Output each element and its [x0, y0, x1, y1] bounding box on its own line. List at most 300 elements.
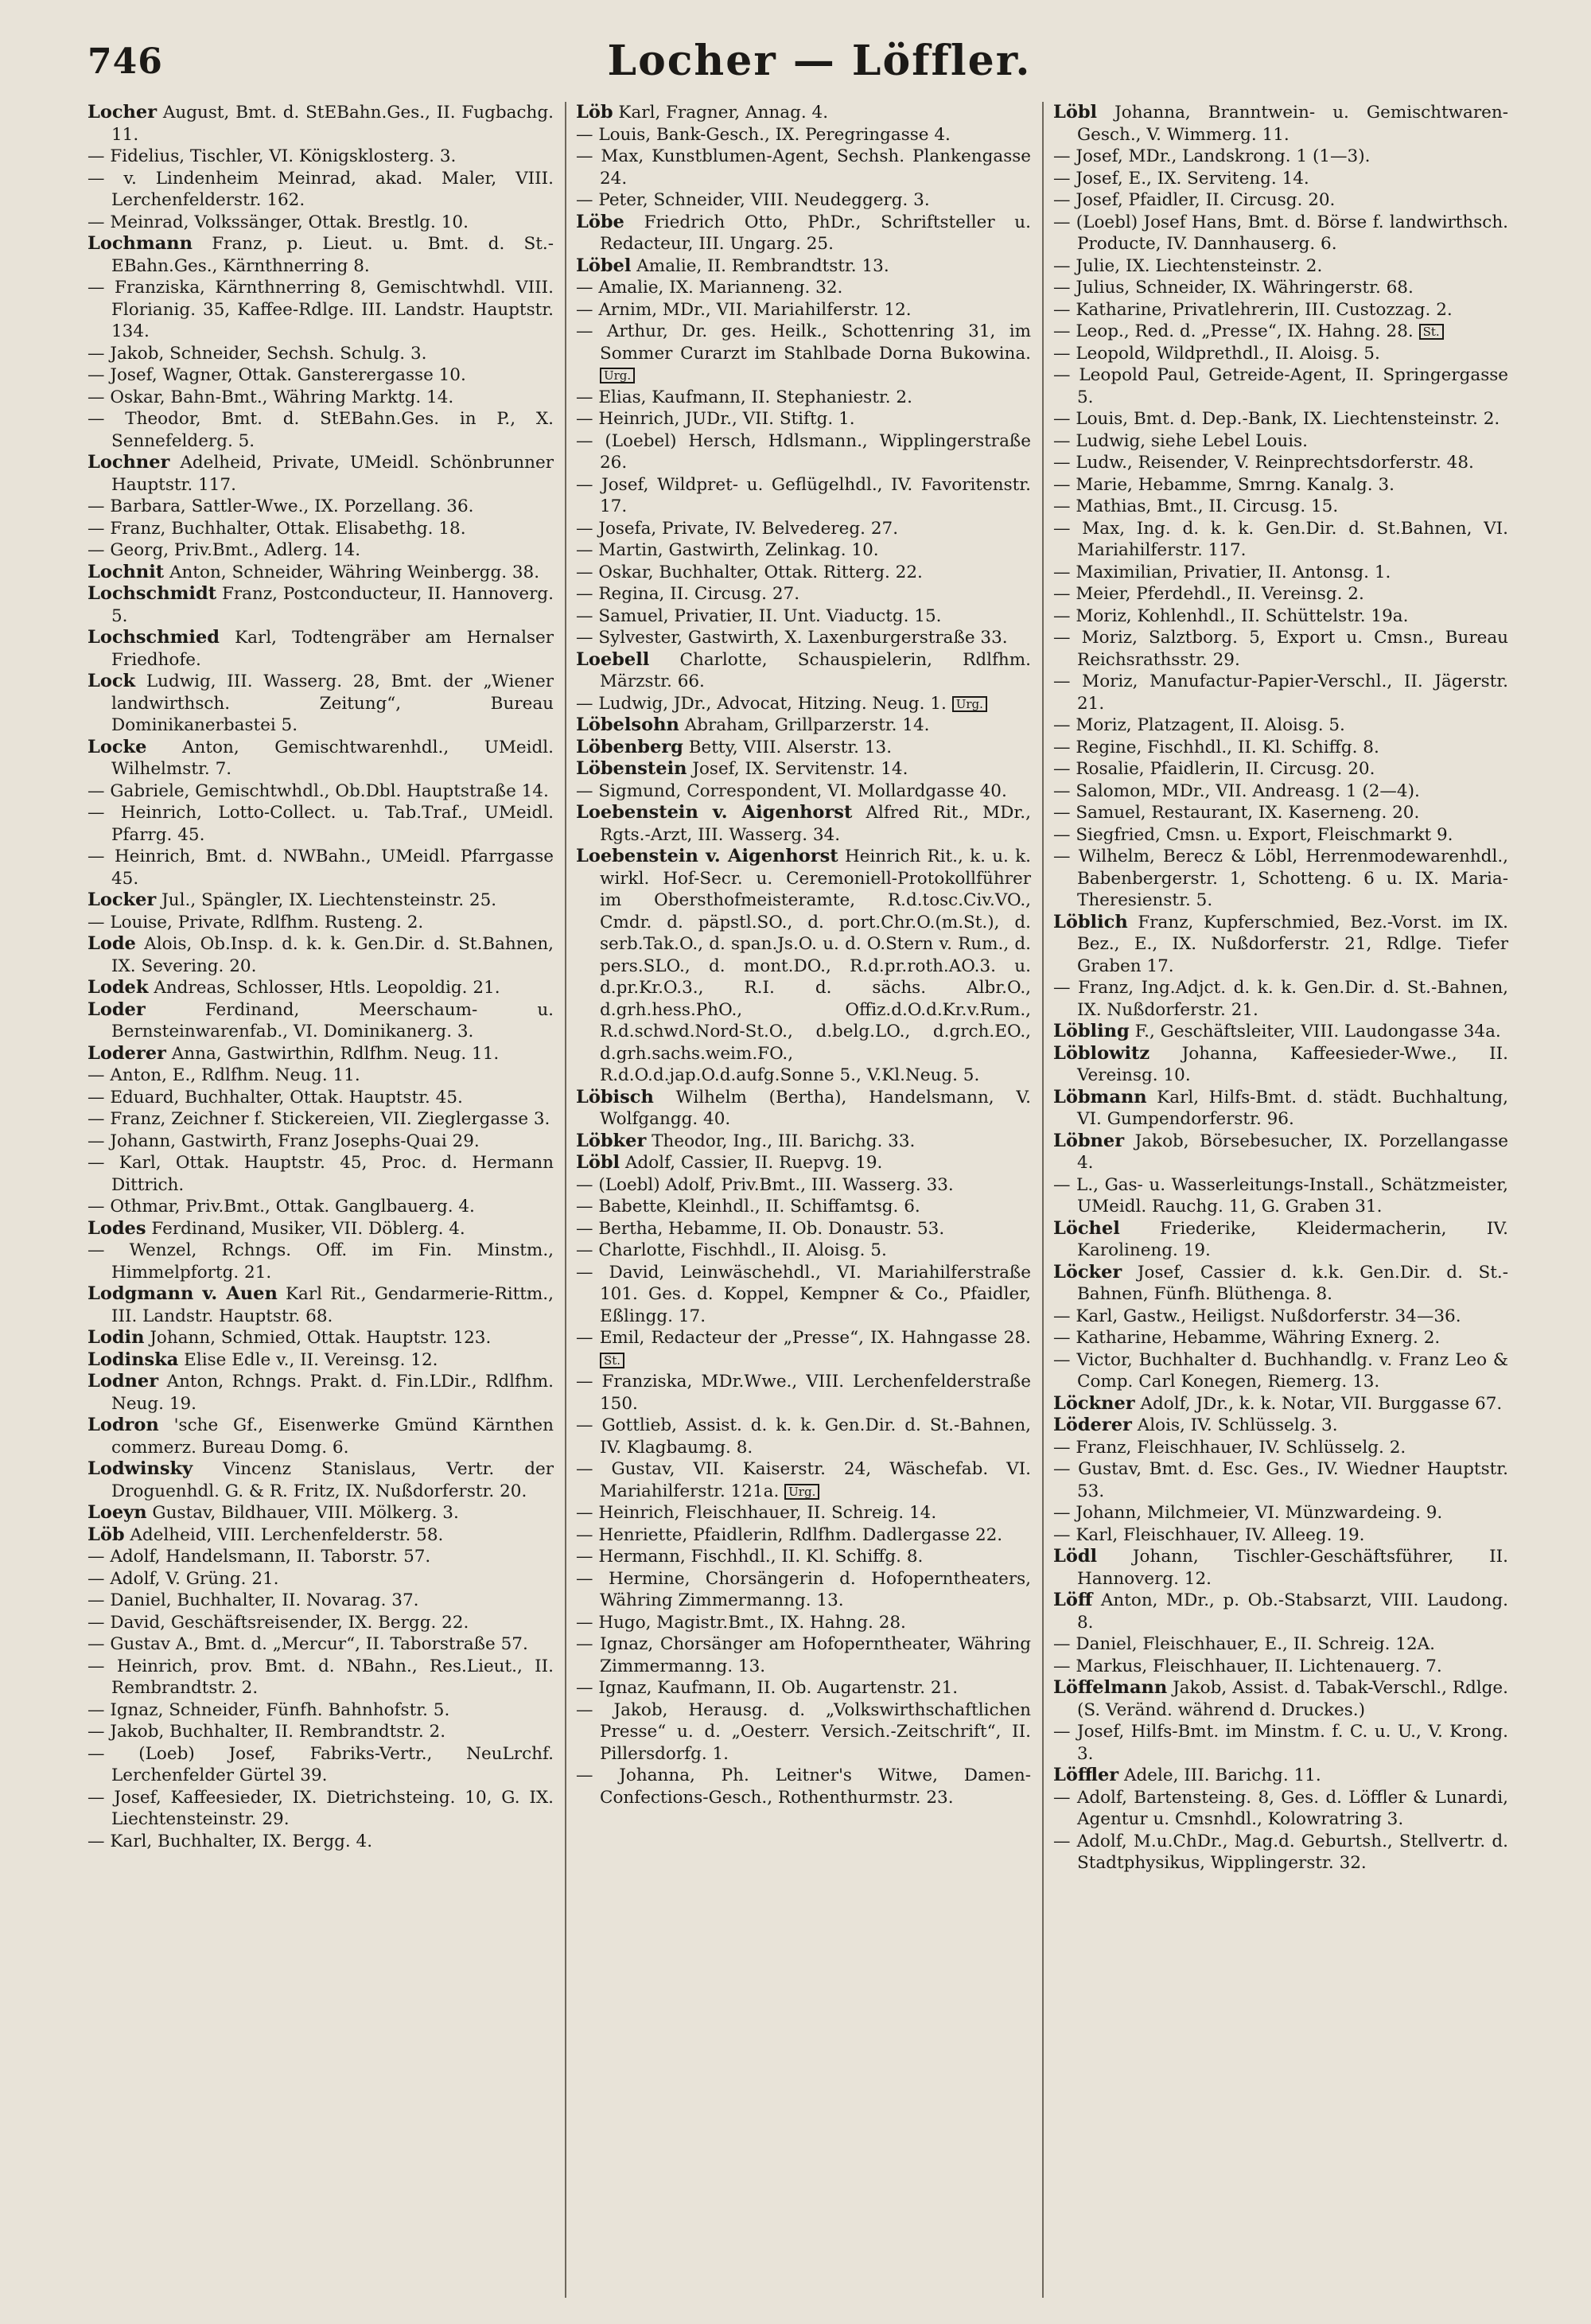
entry-text: Karl, Todtengräber am Hernalser Friedhofe. [111, 628, 554, 670]
directory-entry [88, 1743, 554, 1787]
directory-entry [1053, 1415, 1508, 1437]
directory-entry [1053, 1524, 1508, 1547]
entry-text: — Johann, Milchmeier, VI. Münzwardeing. 9. [1053, 1503, 1443, 1523]
entry-headword: Löb [576, 102, 613, 123]
directory-entry [1053, 1765, 1508, 1787]
entry-headword: Lochnit [88, 561, 165, 582]
directory-entry [1053, 102, 1508, 146]
directory-entry [576, 1458, 1031, 1502]
entry-text: Adelheid, VIII. Lerchenfelderstr. 58. [130, 1524, 444, 1545]
directory-entry [88, 1656, 554, 1699]
directory-entry [88, 977, 554, 999]
entry-text: Wilhelm (Bertha), Handelsmann, V. Wolfgangg. 40. [600, 1087, 1031, 1129]
entry-text: Jakob, Börsebesucher, IX. Porzellangasse 4. [1077, 1131, 1508, 1173]
directory-entry [576, 255, 1031, 278]
entry-text: — Julie, IX. Liechtensteinstr. 2. [1053, 255, 1323, 276]
directory-entry [576, 583, 1031, 605]
entry-text: — Meier, Pferdehdl., II. Vereinsg. 2. [1053, 584, 1364, 604]
directory-entry [576, 189, 1031, 212]
entry-text: — Regine, Fischhdl., II. Kl. Schiffg. 8. [1053, 737, 1379, 757]
entry-text: — Theodor, Bmt. d. StEBahn.Ges. in P., X. Sennefelderg. 5. [88, 409, 554, 451]
entry-headword: Löblich [1053, 911, 1128, 932]
entry-text: — Martin, Gastwirth, Zelinkag. 10. [576, 540, 879, 560]
directory-entry [576, 737, 1031, 759]
entry-text: — Adolf, M.u.ChDr., Mag.d. Geburtsh., Stellvertr. d. Stadtphysikus, Wipplingerstr. 32. [1053, 1831, 1508, 1873]
directory-entry [576, 1502, 1031, 1524]
entry-text: — Siegfried, Cmsn. u. Export, Fleischmarkt 9. [1053, 824, 1453, 845]
directory-entry [88, 1699, 554, 1722]
column-1 [88, 102, 565, 2298]
entry-text: — Samuel, Privatier, II. Unt. Viaductg. 15. [576, 605, 942, 626]
entry-text: — Peter, Schneider, VIII. Neudeggerg. 3. [576, 190, 930, 210]
entry-text: — Bertha, Hebamme, II. Ob. Donaustr. 53. [576, 1218, 945, 1239]
entry-text: — David, Leinwäschehdl., VI. Mariahilferstraße 101. Ges. d. Koppel, Kempner & Co., Pfaidler, Eßlingg. 17. [576, 1262, 1031, 1326]
directory-entry [1053, 1021, 1508, 1043]
directory-entry [576, 1240, 1031, 1262]
directory-entry [88, 1240, 554, 1283]
entry-text: Ferdinand, Meerschaum- u. Bernsteinwarenfab., VI. Dominikanerg. 3. [111, 999, 554, 1041]
directory-entry [576, 1765, 1031, 1808]
directory-entry [1053, 1633, 1508, 1656]
entry-text: — Josef, Wildpret- u. Geflügelhdl., IV. Favoritenstr. 17. [576, 474, 1031, 516]
directory-entry [1053, 496, 1508, 518]
entry-text: — Leopold Paul, Getreide-Agent, II. Springergasse 5. [1053, 365, 1508, 407]
directory-entry [88, 1590, 554, 1612]
entry-text: — Heinrich, JUDr., VII. Stiftg. 1. [576, 409, 855, 429]
entry-text: — Hugo, Magistr.Bmt., IX. Hahng. 28. [576, 1612, 906, 1633]
entry-headword: Lodner [88, 1371, 159, 1392]
directory-entry [576, 1262, 1031, 1328]
entry-text: — Moriz, Manufactur-Papier-Verschl., II. Jägerstr. 21. [1053, 672, 1508, 714]
entry-headword: Lochmann [88, 233, 193, 254]
entry-text: Alfred Rit., MDr., Rgts.-Arzt, III. Wasserg. 34. [600, 803, 1031, 845]
entry-text: — Franz, Ing.Adjct. d. k. k. Gen.Dir. d. St.-Bahnen, IX. Nußdorferstr. 21. [1053, 978, 1508, 1020]
entry-headword: Löbenstein [576, 758, 687, 779]
entry-text: — Karl, Gastw., Heiligst. Nußdorferstr. 34—36. [1053, 1306, 1461, 1326]
directory-entry [1053, 1218, 1508, 1262]
entry-text: — Anton, E., Rdlfhm. Neug. 11. [88, 1065, 360, 1085]
entry-text: — Markus, Fleischhauer, II. Lichtenauerg. 7. [1053, 1656, 1442, 1676]
directory-entry [88, 737, 554, 781]
directory-entry [576, 518, 1031, 540]
entry-text: — David, Geschäftsreisender, IX. Bergg. 22. [88, 1612, 469, 1633]
entry-text: — Johanna, Ph. Leitner's Witwe, Damen-Confections-Gesch., Rothenthurmstr. 23. [576, 1765, 1031, 1808]
directory-entry [576, 1568, 1031, 1612]
directory-entry [1053, 168, 1508, 190]
directory-entry [1053, 343, 1508, 365]
entry-text: Josef, IX. Servitenstr. 14. [692, 759, 908, 779]
directory-entry [1053, 583, 1508, 605]
entry-text: 'sche Gf., Eisenwerke Gmünd Kärnthen commerz. Bureau Domg. 6. [111, 1415, 554, 1458]
entry-mark-badge: Urg. [600, 368, 635, 383]
directory-entry [1053, 146, 1508, 168]
entry-headword: Löbmann [1053, 1086, 1147, 1108]
entry-text: — Josef, Wagner, Ottak. Gansterergasse 10. [88, 365, 466, 385]
entry-mark-badge: St. [1419, 324, 1444, 340]
entry-text: — Maximilian, Privatier, II. Antonsg. 1. [1053, 562, 1391, 582]
entry-text: — Arnim, MDr., VII. Mariahilferstr. 12. [576, 299, 912, 320]
entry-text: — Max, Kunstblumen-Agent, Sechsh. Plankengasse 24. [576, 146, 1031, 189]
directory-entry [576, 212, 1031, 255]
entry-text: — Arthur, Dr. ges. Heilk., Schottenring 31, im Sommer Curarzt im Stahlbade Dorna Bukowina. [576, 321, 1031, 364]
entry-headword: Löbner [1053, 1130, 1125, 1151]
entry-text: Ludwig, III. Wasserg. 28, Bmt. der „Wiener landwirthsch. Zeitung“, Bureau Dominikanerbastei 5. [111, 672, 554, 735]
entry-text: Heinrich Rit., k. u. k. wirkl. Hof-Secr. u. Ceremoniell-Protokollführer im Obersthofmeisteramte, R.d.tosc.Civ.VO., Cmdr. d. päpstl.SO., d. port.Chr.O.(m.St.), d. serb.Tak.O., d. span.Js.O. u. d. O.Stern v. Rum., d. pers.SLO., d. mont.DO., R.d.pr.roth.AO.3. u. d.pr.Kr.O.3., R.I. d. sächs. Albr.O., d.grh.hess.PhO., Offiz.d.O.d.Kr.v.Rum., R.d.schwd.Nord-St.O., d.belg.LO., d.grch.EO., d.grh.sachs.weim.FO., R.d.O.d.jap.O.d.aufg.Sonne 5., V.Kl.Neug. 5. [600, 847, 1031, 1085]
directory-entry [1053, 408, 1508, 430]
page-number: 746 [88, 41, 163, 82]
entry-text: — Karl, Ottak. Hauptstr. 45, Proc. d. Hermann Dittrich. [88, 1153, 554, 1195]
directory-entry [576, 146, 1031, 189]
entry-headword: Lode [88, 933, 136, 954]
entry-text: Karl, Hilfs-Bmt. d. städt. Buchhaltung, VI. Gumpendorferstr. 96. [1077, 1087, 1508, 1129]
directory-entry [576, 124, 1031, 146]
entry-text: — Katharine, Privatlehrerin, III. Custozzag. 2. [1053, 299, 1453, 320]
entry-headword: Locher [88, 102, 158, 123]
entry-text: — Hermann, Fischhdl., II. Kl. Schiffg. 8. [576, 1547, 924, 1567]
directory-entry [88, 233, 554, 277]
directory-entry [1053, 299, 1508, 321]
entry-text: Johann, Tischler-Geschäftsführer, II. Hannoverg. 12. [1077, 1547, 1508, 1589]
directory-entry [88, 1633, 554, 1656]
entry-text: Adolf, Cassier, II. Ruepvg. 19. [624, 1153, 883, 1173]
entry-text: — (Loebl) Adolf, Priv.Bmt., III. Wasserg. 33. [576, 1174, 954, 1195]
entry-text: Amalie, II. Rembrandtstr. 13. [636, 255, 889, 276]
directory-entry [1053, 518, 1508, 562]
entry-text: — Salomon, MDr., VII. Andreasg. 1 (2—4). [1053, 781, 1420, 801]
directory-entry [576, 277, 1031, 299]
entry-text: — Daniel, Buchhalter, II. Novarag. 37. [88, 1590, 419, 1610]
entry-text: — Josef, Hilfs-Bmt. im Minstm. f. C. u. U., V. Krong. 3. [1053, 1722, 1508, 1764]
entry-text: Alois, IV. Schlüsselg. 3. [1137, 1415, 1338, 1435]
directory-entry [88, 1349, 554, 1372]
entry-headword: Löbenberg [576, 736, 683, 757]
entry-text: — Adolf, Handelsmann, II. Taborstr. 57. [88, 1547, 431, 1567]
entry-headword: Löcker [1053, 1261, 1122, 1283]
entry-text: — Johann, Gastwirth, Franz Josephs-Quai 29. [88, 1131, 480, 1151]
directory-entry [88, 1283, 554, 1327]
directory-entry [576, 1524, 1031, 1547]
entry-text: Anton, Gemischtwarenhdl., UMeidl. Wilhelmstr. 7. [111, 737, 554, 779]
directory-entry [576, 474, 1031, 518]
entry-headword: Lodin [88, 1327, 145, 1348]
entry-text: — Sylvester, Gastwirth, X. Laxenburgerstraße 33. [576, 628, 1008, 648]
directory-entry [576, 846, 1031, 1087]
entry-headword: Lodinska [88, 1349, 179, 1370]
entry-text: — Sigmund, Correspondent, VI. Mollardgasse 40. [576, 781, 1007, 801]
entry-text: — Leop., Red. d. „Presse“, IX. Hahng. 28. [1053, 321, 1414, 341]
directory-entry [88, 1108, 554, 1131]
entry-text: — Jakob, Schneider, Sechsh. Schulg. 3. [88, 343, 427, 364]
entry-text: Friedrich Otto, PhDr., Schriftsteller u. Redacteur, III. Ungarg. 25. [600, 212, 1031, 254]
entry-headword: Locke [88, 736, 147, 757]
directory-entry [88, 1415, 554, 1458]
directory-entry [88, 102, 554, 146]
directory-entry [88, 212, 554, 234]
entry-text: — Max, Ing. d. k. k. Gen.Dir. d. St.Bahnen, VI. Mariahilferstr. 117. [1053, 518, 1508, 560]
entry-headword: Lodwinsky [88, 1458, 193, 1479]
directory-entry [88, 1787, 554, 1831]
entry-text: — Katharine, Hebamme, Währing Exnerg. 2. [1053, 1328, 1441, 1348]
directory-entry [1053, 737, 1508, 759]
directory-entry [1053, 1590, 1508, 1633]
entry-text: — Georg, Priv.Bmt., Adlerg. 14. [88, 540, 361, 560]
entry-text: — v. Lindenheim Meinrad, akad. Maler, VIII. Lerchenfelderstr. 162. [88, 168, 554, 210]
entry-text: — Marie, Hebamme, Smrng. Kanalg. 3. [1053, 474, 1395, 495]
entry-headword: Loebenstein v. Aigenhorst [576, 802, 853, 823]
entry-headword: Löbisch [576, 1086, 654, 1108]
entry-text: Anton, Schneider, Währing Weinbergg. 38. [169, 562, 540, 582]
entry-text: — Mathias, Bmt., II. Circusg. 15. [1053, 496, 1339, 516]
entry-text: — Adolf, V. Grüng. 21. [88, 1568, 279, 1589]
directory-entry [88, 408, 554, 452]
directory-entry [576, 562, 1031, 584]
directory-entry [88, 518, 554, 540]
directory-entry [88, 583, 554, 627]
directory-entry [88, 277, 554, 343]
entry-headword: Lodek [88, 977, 149, 998]
entry-headword: Löffelmann [1053, 1677, 1168, 1698]
directory-entry [576, 1546, 1031, 1568]
directory-entry [1053, 1502, 1508, 1524]
entry-text: — Oskar, Bahn-Bmt., Währing Marktg. 14. [88, 387, 454, 407]
directory-entry [1053, 474, 1508, 496]
directory-entry [1053, 1721, 1508, 1765]
directory-entry [1053, 671, 1508, 714]
directory-entry [88, 1568, 554, 1590]
entry-text: — Josef, E., IX. Serviteng. 14. [1053, 168, 1309, 189]
entry-mark-badge: Urg. [784, 1484, 819, 1500]
directory-entry [88, 562, 554, 584]
directory-entry [576, 1612, 1031, 1634]
entry-text: — Louis, Bank-Gesch., IX. Peregringasse 4. [576, 124, 951, 145]
entry-text: Johanna, Branntwein- u. Gemischtwaren-Gesch., V. Wimmerg. 11. [1077, 103, 1508, 145]
entry-headword: Lochner [88, 452, 170, 473]
entry-text: Josef, Cassier d. k.k. Gen.Dir. d. St.-Bahnen, Fünfh. Blüthenga. 8. [1077, 1262, 1508, 1304]
entry-text: Adolf, JDr., k. k. Notar, VII. Burggasse 67. [1140, 1393, 1503, 1414]
directory-entry [576, 539, 1031, 562]
entry-text: — Franz, Zeichner f. Stickereien, VII. Zieglergasse 3. [88, 1109, 550, 1129]
directory-entry [576, 627, 1031, 649]
directory-entry [88, 1327, 554, 1349]
entry-text: — Othmar, Priv.Bmt., Ottak. Ganglbauerg. 4. [88, 1197, 475, 1216]
entry-text: — Henriette, Pfaidlerin, Rdlfhm. Dadlergasse 22. [576, 1524, 1003, 1545]
entry-text: — Elias, Kaufmann, II. Stephaniestr. 2. [576, 387, 912, 407]
directory-entry [1053, 824, 1508, 847]
directory-entry [88, 387, 554, 409]
entry-text: Elise Edle v., II. Vereinsg. 12. [184, 1349, 438, 1370]
entry-text: F., Geschäftsleiter, VIII. Laudongasse 34a. [1134, 1022, 1501, 1041]
directory-entry [1053, 1831, 1508, 1874]
entry-text: — Franziska, Kärnthnerring 8, Gemischtwhdl. VIII. Florianig. 35, Kaffee-Rdlge. III. Landstr. Hauptstr. 134. [88, 278, 554, 341]
entry-mark-badge: St. [600, 1353, 624, 1368]
entry-text: — Emil, Redacteur der „Presse“, IX. Hahngasse 28. [576, 1328, 1031, 1348]
directory-entry [576, 1218, 1031, 1240]
entry-text: — Ignaz, Chorsänger am Hofoperntheater, Währing Zimmermanng. 13. [576, 1634, 1031, 1676]
directory-entry [88, 452, 554, 496]
directory-entry [88, 627, 554, 671]
entry-text: Andreas, Schlosser, Htls. Leopoldig. 21. [154, 978, 500, 998]
entry-headword: Lock [88, 671, 136, 691]
entry-text: — Gabriele, Gemischtwhdl., Ob.Dbl. Hauptstraße 14. [88, 781, 549, 801]
directory-entry [1053, 1327, 1508, 1349]
entry-text: — Meinrad, Volkssänger, Ottak. Brestlg. 10. [88, 212, 469, 232]
directory-entry [1053, 277, 1508, 299]
directory-entry [88, 1043, 554, 1065]
entry-text: August, Bmt. d. StEBahn.Ges., II. Fugbachg. 11. [111, 103, 554, 145]
directory-entry [1053, 212, 1508, 255]
entry-text: — Jakob, Buchhalter, II. Rembrandtstr. 2. [88, 1722, 446, 1742]
directory-entry [88, 1218, 554, 1240]
directory-entry [576, 1327, 1031, 1371]
entry-text: Gustav, Bildhauer, VIII. Mölkerg. 3. [152, 1503, 459, 1523]
entry-text: — Heinrich, Bmt. d. NWBahn., UMeidl. Pfarrgasse 45. [88, 847, 554, 889]
directory-entry [576, 1196, 1031, 1218]
directory-entry [88, 1458, 554, 1502]
entry-headword: Loder [88, 999, 146, 1020]
running-head: Locher — Löffler. [607, 37, 1032, 85]
directory-entry [88, 999, 554, 1043]
entry-text: Johann, Schmied, Ottak. Hauptstr. 123. [150, 1328, 492, 1348]
entry-text: — Ignaz, Kaufmann, II. Ob. Augartenstr. 21. [576, 1678, 959, 1698]
entry-text: — Moriz, Platzagent, II. Aloisg. 5. [1053, 715, 1345, 735]
entry-text: — Franz, Buchhalter, Ottak. Elisabethg. 18. [88, 518, 466, 539]
entry-text: Alois, Ob.Insp. d. k. k. Gen.Dir. d. St.Bahnen, IX. Severing. 20. [111, 934, 554, 976]
directory-entry [1053, 189, 1508, 212]
entry-headword: Loebenstein v. Aigenhorst [576, 846, 838, 866]
entry-text: — Regina, II. Circusg. 27. [576, 584, 800, 604]
directory-entry [88, 343, 554, 365]
directory-entry [576, 430, 1031, 474]
directory-entry [576, 1174, 1031, 1197]
directory-entry [88, 1546, 554, 1568]
entry-text: — Louise, Private, Rdlfhm. Rusteng. 2. [88, 912, 424, 932]
directory-entry [1053, 1262, 1508, 1306]
directory-entry [1053, 1174, 1508, 1218]
directory-entry [88, 933, 554, 977]
entry-headword: Löderer [1053, 1415, 1132, 1435]
entry-headword: Lodgmann v. Auen [88, 1283, 278, 1304]
entry-text: Friederike, Kleidermacherin, IV. Karolineng. 19. [1077, 1218, 1508, 1260]
directory-entry [88, 781, 554, 803]
entry-text: Charlotte, Schauspielerin, Rdlfhm. Märzstr. 66. [600, 649, 1031, 691]
entry-text: — Daniel, Fleischhauer, E., II. Schreig. 12A. [1053, 1634, 1436, 1654]
entry-text: — Victor, Buchhalter d. Buchhandlg. v. Franz Leo & Comp. Carl Konegen, Riemerg. 13. [1053, 1349, 1508, 1392]
directory-entry [88, 1831, 554, 1853]
directory-entry [88, 1087, 554, 1109]
entry-text: Franz, p. Lieut. u. Bmt. d. St.-EBahn.Ges., Kärnthnerring 8. [111, 234, 554, 276]
directory-entry [1053, 562, 1508, 584]
entry-text: — Julius, Schneider, IX. Währingerstr. 68. [1053, 278, 1414, 298]
directory-entry [576, 802, 1031, 846]
entry-headword: Lochschmidt [88, 583, 217, 604]
entry-text: — Charlotte, Fischhdl., II. Aloisg. 5. [576, 1240, 887, 1260]
directory-entry [88, 496, 554, 518]
entry-text: Franz, Kupferschmied, Bez.-Vorst. im IX. Bez., E., IX. Nußdorferstr. 21, Rdlge. Tiefer Graben 17. [1077, 912, 1508, 976]
entry-headword: Loebell [576, 648, 650, 670]
directory-entry [1053, 1458, 1508, 1502]
directory-entry [1053, 605, 1508, 628]
directory-entry [88, 1152, 554, 1196]
directory-entry [88, 1065, 554, 1087]
directory-entry [1053, 627, 1508, 671]
entry-headword: Löbl [576, 1152, 620, 1173]
entry-text: — (Loebl) Josef Hans, Bmt. d. Börse f. landwirthsch. Producte, IV. Dannhauserg. 6. [1053, 212, 1508, 254]
directory-entry [576, 102, 1031, 124]
entry-text: Jul., Spängler, IX. Liechtensteinstr. 25. [161, 890, 497, 910]
directory-entry [88, 1612, 554, 1634]
directory-entry [576, 321, 1031, 387]
directory-entry [88, 802, 554, 846]
directory-entry [1053, 1393, 1508, 1415]
directory-entry [1053, 1043, 1508, 1087]
entry-headword: Loeyn [88, 1502, 147, 1523]
directory-entry [1053, 912, 1508, 978]
entry-text: — Josef, MDr., Landskrong. 1 (1—3). [1053, 146, 1371, 166]
directory-entry [576, 1415, 1031, 1458]
directory-entry [1053, 1306, 1508, 1328]
directory-entry [88, 364, 554, 387]
entry-text: — Ludwig, siehe Lebel Louis. [1053, 430, 1308, 451]
entry-text: Adele, III. Barichg. 11. [1123, 1765, 1321, 1785]
entry-text: — (Loeb) Josef, Fabriks-Vertr., NeuLrchf. Lerchenfelder Gürtel 39. [88, 1743, 554, 1785]
directory-entry [1053, 802, 1508, 824]
entry-text: — Heinrich, Fleischhauer, II. Schreig. 14. [576, 1503, 937, 1523]
entry-headword: Lödl [1053, 1546, 1098, 1567]
entry-headword: Löb [88, 1524, 125, 1545]
directory-entry [88, 912, 554, 934]
entry-headword: Löbker [576, 1130, 647, 1151]
directory-entry [1053, 977, 1508, 1021]
entry-text: — Franz, Fleischhauer, IV. Schlüsselg. 2. [1053, 1437, 1406, 1458]
entry-text: Betty, VIII. Alserstr. 13. [688, 737, 893, 757]
directory-entry [1053, 1087, 1508, 1131]
directory-entry [88, 1502, 554, 1524]
directory-entry [88, 890, 554, 912]
directory-entry [88, 1371, 554, 1415]
entry-text: — Gustav A., Bmt. d. „Mercur“, II. Taborstraße 57. [88, 1634, 528, 1654]
entry-text: — Eduard, Buchhalter, Ottak. Hauptstr. 45. [88, 1087, 463, 1108]
entry-text: — Samuel, Restaurant, IX. Kaserneng. 20. [1053, 803, 1420, 823]
entry-headword: Löbl [1053, 102, 1098, 123]
directory-entry [1053, 430, 1508, 453]
entry-headword: Löchel [1053, 1217, 1120, 1239]
entry-text: — Louis, Bmt. d. Dep.-Bank, IX. Liechtensteinstr. 2. [1053, 409, 1500, 429]
directory-entry [1053, 255, 1508, 278]
directory-entry [1053, 1787, 1508, 1831]
entry-headword: Löbel [576, 255, 632, 276]
entry-headword: Löbling [1053, 1021, 1130, 1041]
directory-entry [576, 1152, 1031, 1174]
directory-entry [1053, 1437, 1508, 1459]
entry-text: — Fidelius, Tischler, VI. Königsklosterg. 3. [88, 146, 457, 166]
directory-entry [88, 1131, 554, 1153]
directory-entry [88, 1196, 554, 1218]
entry-mark-badge: Urg. [952, 696, 987, 712]
directory-entry [1053, 1349, 1508, 1393]
directory-entry [88, 539, 554, 562]
entry-text: — Ignaz, Schneider, Fünfh. Bahnhofstr. 5. [88, 1699, 450, 1720]
directory-entry [576, 1131, 1031, 1153]
entry-text: Franz, Postconducteur, II. Hannoverg. 5. [111, 584, 554, 626]
entry-text: — Gottlieb, Assist. d. k. k. Gen.Dir. d. St.-Bahnen, IV. Klagbaumg. 8. [576, 1415, 1031, 1458]
entry-text: — Heinrich, prov. Bmt. d. NBahn., Res.Lieut., II. Rembrandtstr. 2. [88, 1656, 554, 1698]
entry-text: — Wilhelm, Berecz & Löbl, Herrenmodewarenhdl., Babenbergerstr. 1, Schotteng. 6 u. IX. Maria-Theresienstr. 5. [1053, 847, 1508, 910]
entry-text: Anton, Rchngs. Prakt. d. Fin.LDir., Rdlfhm. Neug. 19. [111, 1372, 554, 1414]
entry-text: — Adolf, Bartensteing. 8, Ges. d. Löffler & Lunardi, Agentur u. Cmsnhdl., Kolowratring 3. [1053, 1787, 1508, 1829]
directory-columns [88, 102, 1563, 2298]
entry-text: — Moriz, Salztborg. 5, Export u. Cmsn., Bureau Reichsrathsstr. 29. [1053, 628, 1508, 670]
directory-entry [576, 649, 1031, 693]
